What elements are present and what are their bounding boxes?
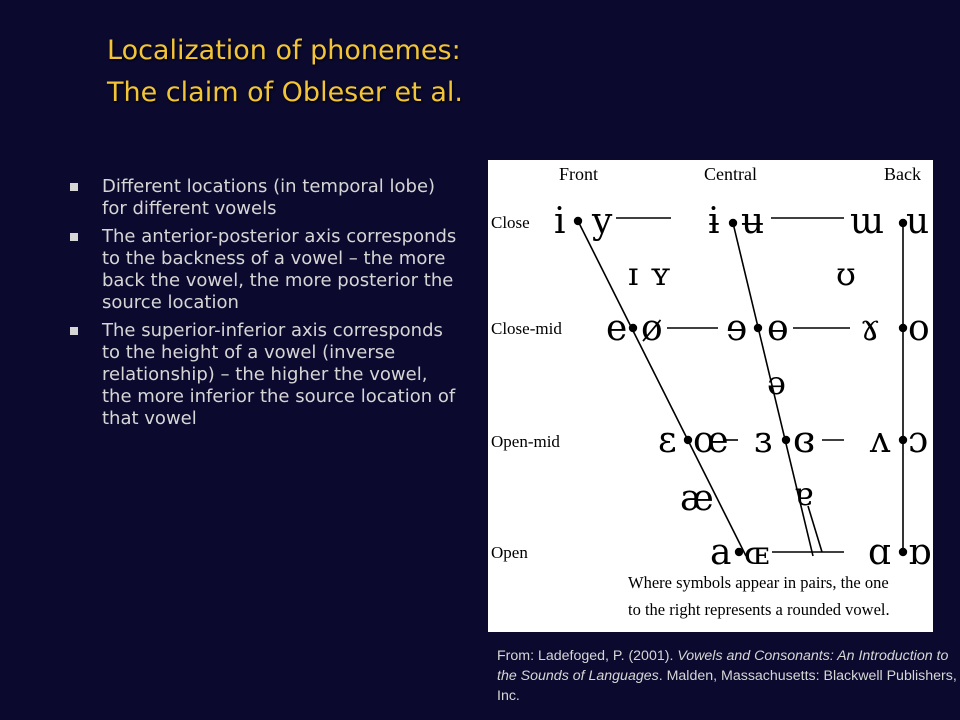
citation-book-title: Vowels and Consonants: An Introduction to the Sounds of Languages bbox=[497, 648, 949, 684]
vowel-symbol: ɵ bbox=[767, 308, 789, 349]
vowel-symbol: ɜ bbox=[754, 420, 773, 461]
vowel-symbol: ɤ bbox=[860, 308, 881, 349]
vowel-symbol: y bbox=[592, 201, 613, 242]
column-label-back: Back bbox=[884, 164, 921, 184]
vowel-symbol: æ bbox=[680, 478, 714, 519]
bullet-text: Different locations (in temporal lobe) for different vowels bbox=[102, 176, 436, 219]
vowel-dot bbox=[899, 548, 907, 556]
vowel-symbol: ɒ bbox=[908, 532, 932, 573]
vowel-symbol: œ bbox=[693, 420, 729, 461]
vowel-dot bbox=[574, 217, 582, 225]
bullet-item bbox=[66, 320, 461, 430]
vowel-symbol: ɶ bbox=[744, 534, 770, 572]
slide-title bbox=[107, 30, 463, 114]
title-line-1: Localization of phonemes: bbox=[107, 35, 461, 66]
row-label-open-mid: Open-mid bbox=[491, 432, 560, 451]
bullet-square-icon bbox=[70, 233, 78, 241]
vowel-symbol: u bbox=[906, 201, 930, 242]
vowel-symbol: ʏ bbox=[650, 255, 671, 293]
vowel-dot bbox=[629, 324, 637, 332]
vowel-dot bbox=[782, 436, 790, 444]
vowel-symbol: ɞ bbox=[793, 420, 816, 461]
vowel-symbol: ɨ bbox=[708, 201, 720, 242]
citation-prefix: From: Ladefoged, P. (2001). bbox=[497, 648, 678, 664]
vowel-dot bbox=[684, 436, 692, 444]
vowel-symbol: i bbox=[554, 201, 566, 242]
vowel-symbol: ʉ bbox=[741, 201, 765, 242]
source-citation bbox=[497, 646, 959, 706]
bullet-square-icon bbox=[70, 183, 78, 191]
column-label-front: Front bbox=[559, 164, 599, 184]
row-label-close-mid: Close-mid bbox=[491, 319, 562, 338]
vowel-symbol: ɐ bbox=[794, 475, 814, 513]
vowel-symbol: ɛ bbox=[658, 420, 677, 461]
vowel-symbol: a bbox=[710, 532, 732, 573]
vowel-dot bbox=[735, 548, 743, 556]
vowel-dots bbox=[574, 217, 907, 556]
vowel-symbol: e bbox=[606, 308, 628, 349]
column-label-central: Central bbox=[704, 164, 757, 184]
row-label-close: Close bbox=[491, 213, 530, 232]
bullet-text: The anterior-posterior axis corresponds to the backness of a vowel – the more back the vowel, the more posterior the source location bbox=[102, 226, 457, 313]
citation-suffix: . Malden, Massachusetts: Blackwell Publishers, Inc. bbox=[497, 668, 957, 704]
chart-note-line-2: to the right represents a rounded vowel. bbox=[628, 600, 890, 619]
chart-note-line-1: Where symbols appear in pairs, the one bbox=[628, 573, 889, 592]
vowel-symbol: ə bbox=[767, 364, 786, 402]
bullet-item bbox=[66, 176, 461, 220]
vowel-chart bbox=[488, 160, 933, 632]
vowel-dot bbox=[754, 324, 762, 332]
bullet-square-icon bbox=[70, 327, 78, 335]
vowel-dot bbox=[899, 324, 907, 332]
vowel-dot bbox=[729, 219, 737, 227]
vowel-symbol: ɯ bbox=[850, 201, 885, 242]
title-line-2: The claim of Obleser et al. bbox=[107, 77, 463, 108]
bullet-text: The superior-inferior axis corresponds to the height of a vowel (inverse relationship) – the higher the vowel, the more inferior the source location of that vowel bbox=[102, 320, 456, 429]
vowel-chart-svg bbox=[488, 160, 933, 632]
vowel-symbol: ø bbox=[641, 308, 663, 349]
bullet-item bbox=[66, 226, 461, 314]
vowel-symbol: ɔ bbox=[908, 420, 929, 461]
bullet-list bbox=[66, 176, 461, 436]
vowel-symbol: ɘ bbox=[726, 308, 748, 349]
vowel-symbol: ɪ bbox=[628, 255, 639, 293]
vowel-symbol: ʊ bbox=[836, 255, 856, 293]
vowel-symbol: ɑ bbox=[868, 532, 892, 573]
row-label-open: Open bbox=[491, 543, 528, 562]
vowel-symbol: ʌ bbox=[870, 420, 891, 461]
vowel-symbol: o bbox=[908, 308, 930, 349]
vowel-dot bbox=[899, 436, 907, 444]
